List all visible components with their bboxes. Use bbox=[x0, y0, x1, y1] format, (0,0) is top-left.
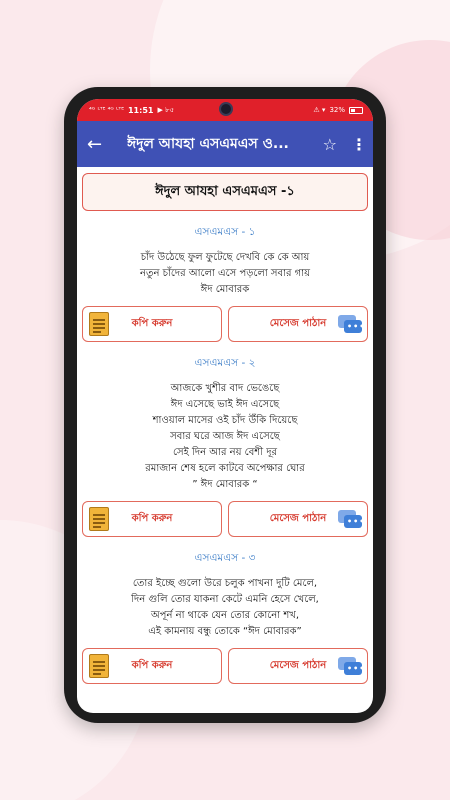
sms-line: সবার ঘরে আজ ঈদ এসেছে bbox=[170, 431, 280, 442]
sms-line: চাঁদ উঠেছে ফুল ফুটেছে দেখবি কে কে আয় bbox=[140, 252, 310, 263]
app-bar bbox=[77, 121, 373, 167]
status-time: 11:51 bbox=[127, 105, 154, 115]
back-arrow-icon[interactable]: ← bbox=[87, 133, 103, 155]
sms-card bbox=[82, 551, 368, 684]
chat-bubble-icon: ••• bbox=[338, 657, 362, 677]
sms-line: নতুন চাঁদের আলো এসে পড়লো সবার গায় bbox=[139, 268, 311, 279]
document-icon bbox=[89, 312, 109, 336]
copy-button[interactable] bbox=[82, 306, 222, 342]
notification-icon: ▶ ৮৫ bbox=[157, 106, 175, 114]
sms-line: ঈদ এসেছে ভাই ঈদ এসেছে bbox=[170, 399, 280, 410]
more-options-icon[interactable]: ⋮ bbox=[351, 134, 367, 154]
sms-line: আজকে খুশীর বাদ ভেঙেছে bbox=[170, 383, 280, 394]
send-button-label: মেসেজ পাঠান bbox=[269, 317, 327, 329]
app-screen bbox=[77, 99, 373, 713]
copy-button[interactable] bbox=[82, 501, 222, 537]
sms-actions bbox=[82, 501, 368, 537]
battery-icon bbox=[349, 107, 363, 114]
phone-frame bbox=[64, 87, 386, 723]
chat-bubble-icon: ••• bbox=[338, 315, 362, 335]
sms-text bbox=[82, 250, 368, 298]
app-bar-title: ঈদুল আযহা এসএমএস ও... bbox=[127, 136, 289, 152]
copy-button-label: কপি করুন bbox=[131, 317, 173, 329]
sms-actions bbox=[82, 648, 368, 684]
sms-line: এই কামনায় বন্ধু তোকে “ঈদ মোবারক” bbox=[148, 626, 302, 637]
sms-line: তোর ইচ্ছে গুলো উরে চলুক পাখনা দুটি মেলে, bbox=[132, 578, 318, 589]
send-button-label: মেসেজ পাঠান bbox=[269, 512, 327, 524]
battery-percent: 32% bbox=[329, 106, 345, 114]
send-button-label: মেসেজ পাঠান bbox=[269, 659, 327, 671]
sms-line: শাওয়াল মাসের ওই চাঁদ উঁকি দিয়েছে bbox=[152, 415, 298, 426]
sms-card bbox=[82, 356, 368, 537]
star-icon[interactable]: ☆ bbox=[322, 134, 337, 154]
sms-line: সেই দিন আর নয় বেশী দূর bbox=[172, 447, 278, 458]
sms-card bbox=[82, 225, 368, 342]
chat-bubble-icon: ••• bbox=[338, 510, 362, 530]
send-message-button[interactable] bbox=[228, 501, 368, 537]
sms-line: রমাজান শেষ হলে কাটবে অপেক্ষার ঘোর bbox=[145, 463, 305, 474]
sms-line: অপূর্ন না থাকে যেন তোর কোনো শখ, bbox=[151, 610, 299, 621]
sms-line: দিন গুলি তোর যাকনা কেটে এমনি হেসে খেলে, bbox=[131, 594, 319, 605]
sms-line: ঈদ মোবারক bbox=[200, 284, 250, 295]
sms-label: এসএমএস - ১ bbox=[194, 226, 256, 238]
document-icon bbox=[89, 654, 109, 678]
sms-line: ” ঈদ মোবারক “ bbox=[192, 479, 258, 490]
sms-text bbox=[82, 576, 368, 640]
wifi-icon: ⚠ ▾ bbox=[313, 106, 326, 114]
send-message-button[interactable] bbox=[228, 306, 368, 342]
sms-label: এসএমএস - ২ bbox=[194, 357, 256, 369]
copy-button-label: কপি করুন bbox=[131, 512, 173, 524]
main-content[interactable] bbox=[77, 167, 373, 684]
document-icon bbox=[89, 507, 109, 531]
sms-label: এসএমএস - ৩ bbox=[194, 552, 256, 564]
sms-text bbox=[82, 381, 368, 493]
send-message-button[interactable] bbox=[228, 648, 368, 684]
signal-icon: ⁴ᴳ ᴸᵀᴱ ⁴ᴳ ᴸᵀᴱ bbox=[89, 106, 124, 114]
page-heading: ঈদুল আযহা এসএমএস -১ bbox=[82, 173, 368, 211]
camera-icon bbox=[219, 102, 233, 116]
copy-button-label: কপি করুন bbox=[131, 659, 173, 671]
sms-actions bbox=[82, 306, 368, 342]
copy-button[interactable] bbox=[82, 648, 222, 684]
